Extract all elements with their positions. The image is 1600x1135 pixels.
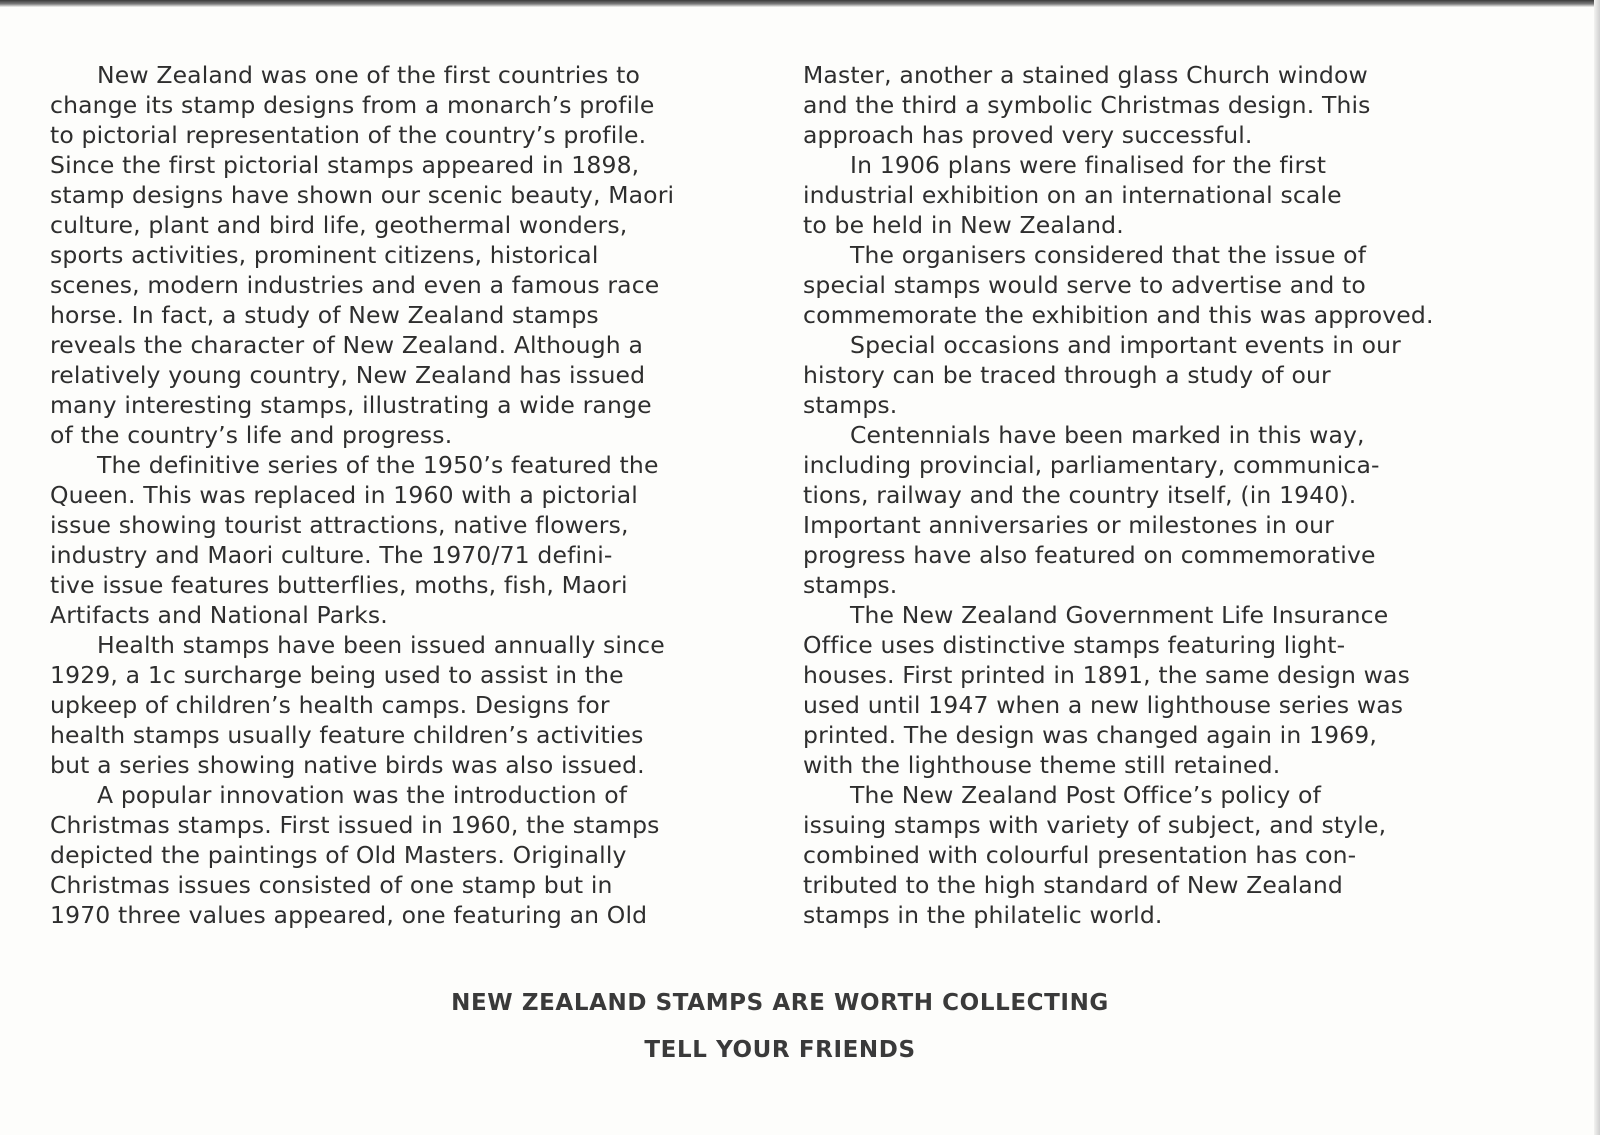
text-line: Since the first pictorial stamps appeared in 1898, (50, 151, 640, 179)
footer-tagline: TELL YOUR FRIENDS (644, 1037, 916, 1063)
text-line: The organisers considered that the issue of (850, 241, 1367, 269)
text-line: stamps. (803, 571, 898, 599)
text-line: 1970 three values appeared, one featuring an Old (50, 901, 648, 929)
text-line: of the country’s life and progress. (50, 421, 453, 449)
text-line: Christmas stamps. First issued in 1960, the stamps (50, 811, 660, 839)
text-line: depicted the paintings of Old Masters. Originally (50, 841, 627, 869)
text-line: including provincial, parliamentary, communica- (803, 451, 1380, 479)
text-line: commemorate the exhibition and this was approved. (803, 301, 1434, 329)
text-line: Health stamps have been issued annually since (97, 631, 665, 659)
text-line: issue showing tourist attractions, native flowers, (50, 511, 629, 539)
text-line: The New Zealand Government Life Insurance (850, 601, 1389, 629)
left-text-column (50, 60, 750, 930)
text-line: history can be traced through a study of our (803, 361, 1331, 389)
text-line: tions, railway and the country itself, (in 1940). (803, 481, 1357, 509)
text-line: In 1906 plans were finalised for the first (850, 151, 1327, 179)
text-line: industry and Maori culture. The 1970/71 defini- (50, 541, 613, 569)
text-line: scenes, modern industries and even a famous race (50, 271, 660, 299)
text-line: and the third a symbolic Christmas design. This (803, 91, 1371, 119)
text-line: but a series showing native birds was also issued. (50, 751, 645, 779)
text-line: culture, plant and bird life, geothermal wonders, (50, 211, 628, 239)
text-line: to be held in New Zealand. (803, 211, 1124, 239)
text-line: New Zealand was one of the first countries to (97, 61, 640, 89)
page-right-edge (1594, 0, 1600, 1135)
text-line: printed. The design was changed again in 1969, (803, 721, 1378, 749)
text-line: 1929, a 1c surcharge being used to assist in the (50, 661, 624, 689)
text-line: The definitive series of the 1950’s featured the (97, 451, 659, 479)
text-line: relatively young country, New Zealand has issued (50, 361, 646, 389)
text-line: combined with colourful presentation has con- (803, 841, 1357, 869)
text-line: Special occasions and important events in our (850, 331, 1401, 359)
text-line: many interesting stamps, illustrating a wide range (50, 391, 652, 419)
text-line: sports activities, prominent citizens, historical (50, 241, 599, 269)
right-text-column (803, 60, 1523, 930)
footer-slogan: NEW ZEALAND STAMPS ARE WORTH COLLECTING (451, 990, 1109, 1016)
text-line: health stamps usually feature children’s activities (50, 721, 644, 749)
text-line: Artifacts and National Parks. (50, 601, 388, 629)
text-line: tributed to the high standard of New Zealand (803, 871, 1343, 899)
text-line: industrial exhibition on an international scale (803, 181, 1342, 209)
text-line: stamp designs have shown our scenic beauty, Maori (50, 181, 675, 209)
text-line: Queen. This was replaced in 1960 with a pictorial (50, 481, 638, 509)
text-line: Important anniversaries or milestones in our (803, 511, 1334, 539)
text-line: upkeep of children’s health camps. Designs for (50, 691, 610, 719)
page-top-edge (0, 0, 1600, 7)
text-line: reveals the character of New Zealand. Although a (50, 331, 644, 359)
text-line: approach has proved very successful. (803, 121, 1253, 149)
text-line: to pictorial representation of the country’s profile. (50, 121, 647, 149)
text-line: used until 1947 when a new lighthouse series was (803, 691, 1404, 719)
text-line: special stamps would serve to advertise and to (803, 271, 1366, 299)
text-line: progress have also featured on commemorative (803, 541, 1376, 569)
text-line: Master, another a stained glass Church window (803, 61, 1368, 89)
text-line: issuing stamps with variety of subject, and style, (803, 811, 1387, 839)
text-line: change its stamp designs from a monarch’s profile (50, 91, 655, 119)
text-line: Centennials have been marked in this way, (850, 421, 1365, 449)
text-line: A popular innovation was the introduction of (97, 781, 628, 809)
text-line: with the lighthouse theme still retained. (803, 751, 1281, 779)
text-line: The New Zealand Post Office’s policy of (850, 781, 1321, 809)
text-line: horse. In fact, a study of New Zealand stamps (50, 301, 599, 329)
text-line: stamps in the philatelic world. (803, 901, 1163, 929)
text-line: stamps. (803, 391, 898, 419)
text-line: houses. First printed in 1891, the same design was (803, 661, 1410, 689)
text-line: tive issue features butterflies, moths, fish, Maori (50, 571, 628, 599)
text-line: Office uses distinctive stamps featuring light- (803, 631, 1346, 659)
text-line: Christmas issues consisted of one stamp but in (50, 871, 613, 899)
